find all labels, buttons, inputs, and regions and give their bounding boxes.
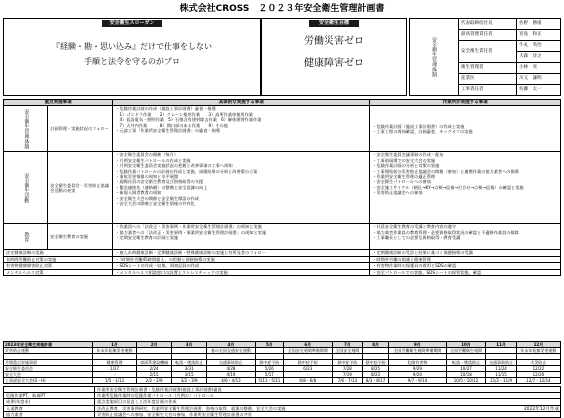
org-name: 佐野 勝康 [517, 19, 561, 30]
plan-section-row [4, 106, 561, 152]
schedule-cell: 6/8・6/8 [283, 378, 332, 384]
bullet-line: ・作業所安全衛生管理の適正管理 [372, 174, 436, 180]
org-name: 小林 亮 [517, 63, 561, 74]
bottom-label: 協力業者 [4, 411, 95, 417]
organization-table [409, 18, 561, 96]
plan-item: 法定健康診断の実施 [4, 250, 113, 256]
bottom-text: 災害防止協議会への参加、安全衛生大会の参加、作業所安全衛生管理計画書の共有 [95, 411, 561, 417]
schedule-cell: 12/7・12/14 [516, 378, 560, 384]
schedule-cell: 交通事故防止 [486, 360, 517, 366]
bullet-line: ・危険作業計画（施設工事計画書）の作成と実施 [372, 123, 465, 129]
org-role: 産業医 [459, 74, 517, 85]
schedule-cell: 4/28 [207, 366, 256, 372]
plan-item: 安全衛生委員会・災害防止協議会活動の充実 [48, 152, 113, 224]
plan-table [3, 99, 561, 276]
plan-middle: ・メンタルヘルス相談窓口の設置とストレスチェックの実施 [113, 269, 370, 275]
bullet-line: ・社員安全衛生教育の受講と教育内容の遵守 [372, 224, 457, 230]
schedule-month: 2月 [137, 342, 172, 348]
schedule-cell: 2/2・2/9 [137, 378, 172, 384]
schedule-month: 12月 [516, 342, 560, 348]
bullet-line: ・安全衛生委員会の開催（毎月） [115, 152, 179, 158]
schedule-cell: 健康管理 [93, 360, 137, 366]
schedule-month: 3月 [172, 342, 207, 348]
safety-plan-document [3, 3, 561, 417]
schedule-cell: 11/24 [486, 366, 517, 372]
target-box [261, 18, 407, 96]
schedule-cell: 11/2・11/9 [486, 378, 517, 384]
org-role: 安全衛生責任者 [459, 41, 517, 63]
schedule-cell: 7/6・7/13 [332, 378, 363, 384]
bullet-line: 1）ゴンドラ作業 2）クレーン使用作業 3）高所作業車使用作業 [115, 111, 253, 117]
org-role: 衛生管理者 [459, 63, 517, 74]
schedule-cell: 10/18 [446, 372, 486, 378]
organization-side-label: 安全衛生管理体制 [410, 19, 459, 96]
bullet-line: ・工事職長としての必要な資格取得・教育受講 [372, 235, 461, 241]
slogan-line-2: 手順と法令を守るのがプロ [84, 57, 180, 66]
plan-right-list [370, 224, 561, 250]
schedule-cell: 3/31 [172, 366, 207, 372]
bottom-text: 重点実施項目の見直しと次年度計画の作成 [95, 399, 561, 405]
target-line-2: 健康障害ゼロ [304, 58, 364, 69]
bullet-line: ・協力業者作業員の教育管理・必要資格取得状況の確認と不適格作業員の排除 [372, 229, 519, 235]
bottom-row [4, 411, 561, 417]
org-role: 最高管理責任者 [459, 30, 517, 41]
plan-header-item: 重点実施事項 [4, 100, 113, 106]
bullet-line: ・工事開始前の災害防止協議会の開催（参加）と連携作業の協力業者への指導 [372, 168, 519, 174]
schedule-cell: - [283, 372, 332, 378]
schedule-cell: 熱中症予防 [332, 360, 363, 366]
bottom-text: 作業所安全衛生管理計画書・危険作業計画書(施設工事計画書)審査 [95, 387, 561, 393]
bullet-line: ・緊急連絡先（連絡網）の整備と安全意識の向上 [115, 184, 208, 190]
schedule-cell: 転落・墜落防止 [172, 360, 207, 366]
schedule-month: 5月 [255, 342, 283, 348]
schedule-row-label: 安全大会 [4, 372, 93, 378]
plan-right: ・有害物作業時の保護具の着用とSDSの確認 [370, 263, 561, 269]
schedule-cell: 2/15 [137, 372, 172, 378]
schedule-cell: 年末年始無災害運動 [93, 348, 137, 354]
slogan-box [3, 18, 261, 96]
bottom-table [3, 386, 561, 418]
schedule-cell: 9/7・9/14 [389, 378, 447, 384]
bullet-line: ・安全施工サイクル（朝礼→KY→点検→巡視→打合せ→点検→巡視）の確認と実施 [372, 184, 524, 190]
plan-middle: ・SDSシートの作成・収集、周知記録の作成 [113, 263, 370, 269]
bullet-line: ・危険作業計画の分析と対策の実施 [372, 163, 440, 169]
plan-section-row [4, 152, 561, 224]
bullet-line: ・工事前現場での安全大会の実施 [372, 157, 436, 163]
plan-item: メンタルヘルス対策 [4, 269, 113, 275]
bullet-line: ・安全大会の開催と安全衛生情報の共有化 [115, 201, 195, 207]
bullet-line: ・月例安全衛生委員会実施状況の把握と改善事項の工事へ周知 [115, 163, 233, 169]
schedule-cell: 1/27 [93, 366, 137, 372]
bottom-text: 法改正教育、災害事例研究、作業所安全衛生管理計画書、資格の取得、就業の整備、安全大会の実施 [95, 405, 561, 411]
bullet-line: 7）天井内作業 8）開口部のある作業 9）その他 [115, 122, 228, 128]
bullet-line: ・定期安全衛生教育の計画と実施 [115, 235, 179, 241]
schedule-month: 11月 [486, 342, 517, 348]
schedule-cell: 9/20 [389, 372, 447, 378]
schedule-cell: 熱中症予防 [283, 360, 332, 366]
schedule-cell: 3/15 [172, 372, 207, 378]
schedule-month: 4月 [207, 342, 256, 348]
creation-date-note: 2022年12月作成 [523, 407, 559, 412]
bullet-line: ・工事工程の周知確認、計画審査、キックオフの実施 [372, 128, 473, 134]
schedule-cell: 12/20 [516, 372, 560, 378]
org-role: 工事責任者 [459, 85, 517, 96]
schedule-month: 10月 [446, 342, 486, 348]
schedule-cell: 5/17 [255, 372, 283, 378]
schedule-cell: 1/5・1/12 [93, 378, 137, 384]
schedule-month: 9月 [389, 342, 447, 348]
schedule-header-label: 2023年安全衛生実施計画 [4, 342, 93, 348]
plan-right-list [370, 106, 561, 152]
bullet-line: ・危険作業パトロールの計画の作成と実施、成績結果の分析と改善策の立案 [115, 168, 258, 174]
schedule-cell: 4/6・4/13 [207, 378, 256, 384]
plan-middle-list [113, 152, 370, 224]
plan-right: ・定期健康診断の受診と結果に基づく保健指導の受講 [370, 250, 561, 256]
bullet-line: ・元請工事「作業所安全衛生管理計画書」の審査・指導 [115, 128, 220, 134]
plan-right: ・安全パトロールでの状態、SDSシートの保管状態、確認 [370, 269, 561, 275]
schedule-cell: 春の全国交通安全運動 [207, 348, 256, 354]
schedule-cell: 熱中症予防 [363, 360, 389, 366]
bullet-line: ・協力業者への「法改正・災害事例・事業所安全衛生管理計画書」の周知と実施 [115, 229, 267, 235]
schedule-cell: 9/29 [389, 366, 447, 372]
schedule-cell: 5/26 [255, 366, 283, 372]
schedule-cell: 2/24 [137, 366, 172, 372]
bullet-line: ・安全衛生大会の開催と安全衛生標語の作成 [115, 195, 200, 201]
bullet-line: ・災害防止協議会への参加 [372, 190, 423, 196]
plan-middle: ・「時間外労働45時間超え」の把握と面接指導の実施 [113, 256, 370, 262]
org-name: 川又 謙明 [517, 74, 561, 85]
schedule-cell: - [93, 372, 137, 378]
plan-header-middle: 具体的な実施する事項 [113, 100, 370, 106]
bullet-line: 4）仮設電気・照明作業 5）石綿含有建材除去作業 6）解体建替作業作業 [115, 117, 262, 123]
schedule-cell: 11/15 [486, 372, 517, 378]
org-name: 佐藤 太一 [517, 85, 561, 96]
plan-header-right: 作業所が実施する事項 [370, 100, 561, 106]
schedule-cell: 全国安全週間準備期間 [283, 348, 332, 354]
schedule-cell: 7/28 [332, 366, 363, 372]
schedule-cell: 7/19 [332, 372, 363, 378]
org-role: 代表取締役社長 [459, 19, 517, 30]
document-title: 株式会社CROSS ２０２３年安全衛生管理計画書 [179, 4, 385, 14]
plan-middle-list [113, 224, 370, 250]
schedule-cell: 10/27 [446, 366, 486, 372]
plan-item: 長時間労働防止対策の実施 [4, 256, 113, 262]
plan-right-list [370, 152, 561, 224]
schedule-cell: 6/23 [283, 366, 332, 372]
schedule-month: 6月 [283, 342, 332, 348]
schedule-cell: 危険有害物 [389, 360, 447, 366]
plan-single-row [4, 269, 561, 275]
plan-section-row [4, 224, 561, 250]
schedule-cell: 8/25 [363, 366, 389, 372]
bullet-line: ・安全衛生委員会議事録の作成・配布 [372, 152, 444, 158]
schedule-cell: 8/23 [363, 372, 389, 378]
schedule-cell: 5/11・5/11 [255, 378, 283, 384]
schedule-cell: 3/2・3/9 [172, 378, 207, 384]
bottom-label: 入退教育 [4, 405, 95, 411]
plan-item: 計画管理・実施状況のフォロー [48, 106, 113, 152]
schedule-cell: 全国労働衛生週間 [446, 348, 486, 354]
schedule-cell: 10/5・10/12 [446, 378, 486, 384]
plan-item: 安全衛生教育の実施 [48, 224, 113, 250]
plan-category: 教育 [4, 224, 48, 250]
target-line-1: 労働災害ゼロ [304, 36, 364, 47]
slogan-line-1: 『経験・勘・思い込み』だけで仕事をしない [52, 42, 212, 51]
bottom-label: 成果(年度末) [4, 399, 95, 405]
schedule-row-label: 災害防止運動 [4, 348, 93, 354]
plan-middle: ・雇入れ時健康診断・定期健康診断・特殊健康診断の実施と有所見者のフォロー [113, 250, 370, 256]
schedule-month: 7月 [332, 342, 363, 348]
plan-category: 安全衛生活動 [4, 152, 48, 224]
schedule-month: 1月 [93, 342, 137, 348]
bullet-line: ・作業員への「法改正・災害事例・作業所安全衛生管理計画書」の周知と実施 [115, 224, 262, 230]
schedule-cell: 4/19 [207, 372, 256, 378]
bullet-line: ・月例安全衛生パトロールの作成と実施 [115, 157, 191, 163]
schedule-cell: 年末年始無災害運動 [516, 348, 560, 354]
bottom-text: 作業所危険作業時の危険作業パトロール（月例の）パトロール [95, 393, 561, 399]
schedule-month: 8月 [363, 342, 389, 348]
schedule-cell: 交通事故防止 [207, 360, 256, 366]
schedule-cell: 8/3・8/17 [363, 378, 389, 384]
plan-category: 安全衛生管理体制 [4, 106, 48, 152]
bullet-line: ・事故災害情報の周知と水平展開 [115, 174, 179, 180]
org-name: 大森 洋之 [517, 52, 561, 63]
schedule-row-label: 工事部安全大会(S・H) [4, 378, 93, 384]
plan-item: 有害物健康障害防止対策 [4, 263, 113, 269]
schedule-cell: 熱中症予防 [255, 360, 283, 366]
schedule-cell: 全国労働衛生週間準備期間 [389, 348, 447, 354]
bullet-line: ・安全衛生パトロールへの参加 [372, 179, 431, 185]
schedule-cell: 12/22 [516, 366, 560, 372]
bullet-line: ・新規入場者教育の周知 [115, 190, 162, 196]
schedule-row [4, 378, 561, 384]
target-header: 安全衛生目標 [309, 20, 359, 27]
schedule-table [3, 341, 561, 384]
schedule-cell: 火災防止 [516, 360, 560, 366]
plan-right: ・時間外労働の削減と健康管理 [370, 256, 561, 262]
bottom-label: 危険作業PT、新規PT [4, 393, 95, 399]
schedule-row-label: 月間重点実施事項 [4, 360, 93, 366]
schedule-row-label: 安全衛生委員会 [4, 366, 93, 372]
schedule-cell: 転落・墜落防止 [446, 360, 486, 366]
schedule-cell: 車両系建設機械 [137, 360, 172, 366]
slogan-header: 安全衛生スローガン [102, 20, 162, 27]
bullet-line: ・危険作業計画の作成（施設工事計画書）審査・指導 [115, 106, 216, 112]
org-name: 牛丸 英治 [517, 41, 561, 52]
org-name: 宮島 和正 [517, 30, 561, 41]
schedule-cell: 全国安全週間 [332, 348, 363, 354]
plan-middle-list [113, 106, 370, 152]
bullet-line: ・現場社員の安全衛生教育及び資格取得の支援 [115, 179, 204, 185]
